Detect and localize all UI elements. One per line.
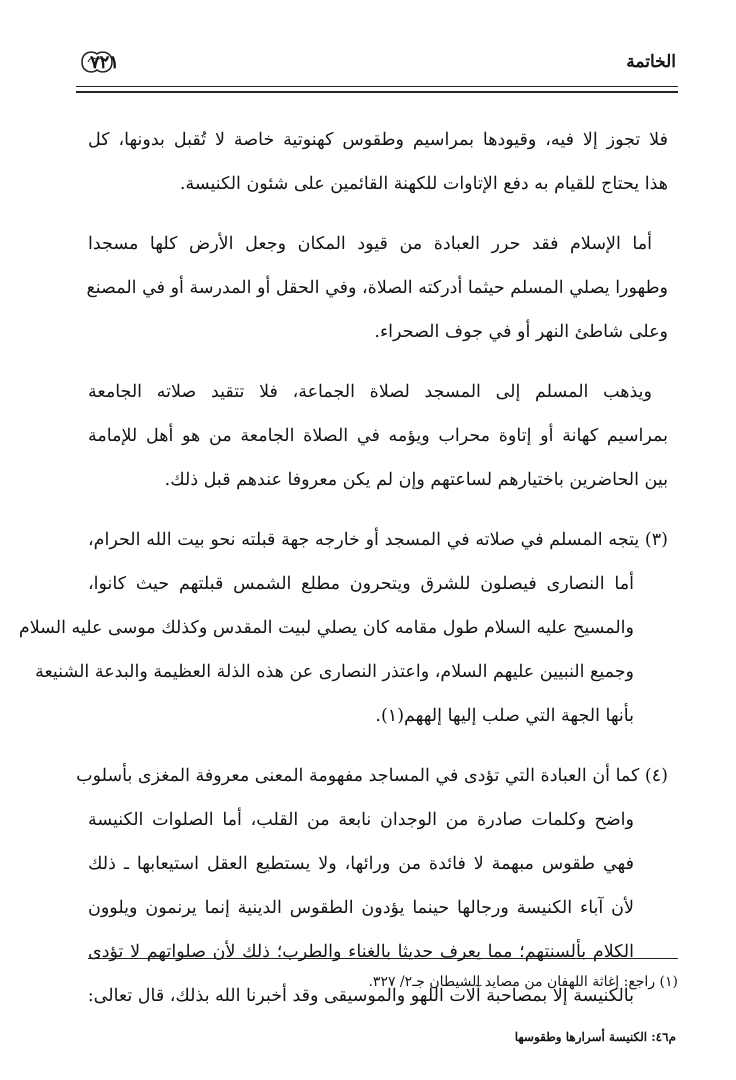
signature-mark: م٤٦: الكنيسة أسرارها وطقوسها bbox=[514, 1030, 676, 1044]
text-line: بأنها الجهة التي صلب إليها إلههم(١). bbox=[375, 706, 634, 726]
text-line: لأن آباء الكنيسة ورجالها حينما يؤدون الطقوس الدينية إنما يرنمون ويلوون bbox=[88, 898, 634, 918]
text-line: والمسيح عليه السلام طول مقامه كان يصلي لبيت المقدس وكذلك موسى عليه السلام bbox=[18, 618, 634, 638]
page-number: ٧٢١ bbox=[90, 52, 120, 73]
running-header-title: الخاتمة bbox=[626, 52, 676, 72]
numbered-paragraph-start: (٤) كما أن العبادة التي تؤدى في المساجد مفهومة المعنى معروفة المغزى بأسلوب bbox=[76, 766, 668, 786]
header-rule bbox=[76, 86, 678, 87]
text-line: الكلام بألسنتهم؛ مما يعرف حديثا بالغناء والطرب؛ ذلك لأن صلواتهم لا تؤدى bbox=[88, 942, 634, 962]
header-rule-thick bbox=[76, 91, 678, 93]
main-text bbox=[18, 118, 668, 1018]
footnote: (١) راجع: إغاثة اللهفان من مصايد الشيطان جـ٢/ ٣٢٧. bbox=[368, 974, 678, 990]
text-line: وجميع النبيين عليهم السلام، واعتذر النصارى عن هذه الذلة العظيمة والبدعة الشنيعة bbox=[35, 662, 634, 682]
text-line: فهي طقوس مبهمة لا فائدة من ورائها، ولا يستطيع العقل استيعابها ـ ذلك bbox=[88, 854, 634, 874]
text-line: وعلى شاطئ النهر أو في جوف الصحراء. bbox=[374, 322, 668, 342]
text-line: هذا يحتاج للقيام به دفع الإتاوات للكهنة القائمين على شئون الكنيسة. bbox=[179, 174, 668, 194]
text-line: ويذهب المسلم إلى المسجد لصلاة الجماعة، فلا تتقيد صلاته الجامعة bbox=[88, 382, 652, 402]
footnote-rule bbox=[88, 958, 678, 959]
text-line: وطهورا يصلي المسلم حيثما أدركته الصلاة، وفي الحقل أو المدرسة أو في المصنع bbox=[86, 278, 668, 298]
text-line: أما النصارى فيصلون للشرق ويتحرون مطلع الشمس قبلتهم حيث كانوا، bbox=[88, 574, 634, 594]
text-line: بالكنيسة إلا بمصاحبة آلات اللهو والموسيقى وقد أخبرنا الله بذلك، قال تعالى: bbox=[87, 986, 634, 1006]
text-line: أما الإسلام فقد حرر العبادة من قيود المكان وجعل الأرض كلها مسجدا bbox=[88, 234, 652, 254]
text-line: فلا تجوز إلا فيه، وقيودها بمراسيم وطقوس كهنوتية خاصة لا تُقبل بدونها، كل bbox=[88, 130, 668, 150]
text-line: بمراسيم كهانة أو إتاوة محراب ويؤمه في الصلاة الجامعة من هو أهل للإمامة bbox=[88, 426, 668, 446]
numbered-paragraph-start: (٣) يتجه المسلم في صلاته في المسجد أو خارجه جهة قبلته نحو بيت الله الحرام، bbox=[88, 530, 668, 550]
text-line: واضح وكلمات صادرة من الوجدان نابعة من القلب، أما الصلوات الكنيسة bbox=[88, 810, 634, 830]
text-line: بين الحاضرين باختيارهم لساعتهم وإن لم يكن معروفا عندهم قبل ذلك. bbox=[164, 470, 668, 490]
